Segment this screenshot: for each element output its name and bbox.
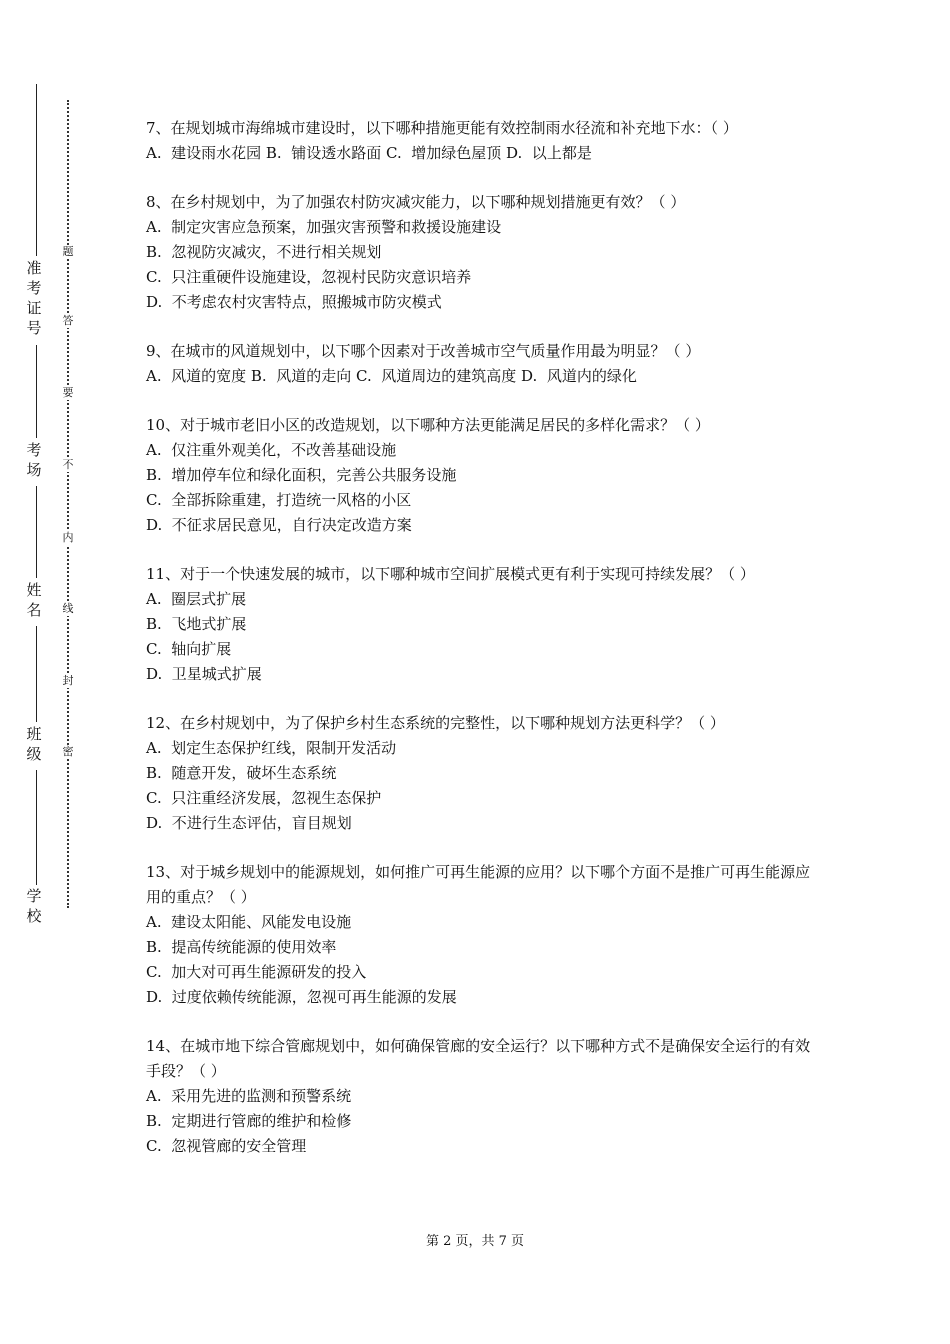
question-13 [146,860,816,1010]
question-text: 11、对于一个快速发展的城市，以下哪种城市空间扩展模式更有利于实现可持续发展？（ ） [146,565,755,583]
option-c: C. 只注重经济发展，忽视生态保护 [146,789,382,807]
question-text: 12、在乡村规划中，为了保护乡村生态系统的完整性，以下哪种规划方法更科学？（ ） [146,714,725,732]
seal-word: 内 [60,531,76,545]
seal-word: 封 [60,674,76,688]
option-b: B. 忽视防灾减灾，不进行相关规划 [146,243,382,261]
seal-dotted-line [67,100,69,908]
option-d: D. 不征求居民意见，自行决定改造方案 [146,516,412,534]
page-footer: 第 2 页，共 7 页 [425,1234,525,1249]
question-12 [146,711,816,836]
field-line [36,84,37,256]
school-label: 学校 [26,887,42,925]
field-line [36,626,37,722]
question-options: A. 风道的宽度 B. 风道的走向 C. 风道周边的建筑高度 D. 风道内的绿化 [146,367,637,385]
class-label: 班级 [26,725,42,763]
option-a: A. 划定生态保护红线，限制开发活动 [146,739,397,757]
name-label: 姓名 [26,581,42,619]
option-c: C. 全部拆除重建，打造统一风格的小区 [146,491,412,509]
seal-word: 密 [60,745,76,759]
exam-room-label: 考场 [26,441,42,479]
option-b: B. 提高传统能源的使用效率 [146,938,337,956]
seal-word: 要 [60,386,76,400]
admission-label: 准考证号 [26,259,42,337]
seal-word: 答 [60,314,76,328]
question-text: 7、在规划城市海绵城市建设时，以下哪种措施更能有效控制雨水径流和补充地下水：（ ） [146,119,738,137]
question-10 [146,413,816,538]
option-c: C. 忽视管廊的安全管理 [146,1137,307,1155]
option-a: A. 圈层式扩展 [146,590,247,608]
question-8 [146,190,816,315]
option-a: A. 建设太阳能、风能发电设施 [146,913,352,931]
option-d: D. 不进行生态评估，盲目规划 [146,814,352,832]
question-text: 14、在城市地下综合管廊规划中，如何确保管廊的安全运行？以下哪种方式不是确保安全运行的有效手段？（ ） [146,1037,811,1080]
option-a: A. 仅注重外观美化，不改善基础设施 [146,441,397,459]
question-11 [146,562,816,687]
question-options: A. 建设雨水花园 B. 铺设透水路面 C. 增加绿色屋顶 D. 以上都是 [146,144,592,162]
option-d: D. 不考虑农村灾害特点，照搬城市防灾模式 [146,293,442,311]
question-7 [146,116,816,166]
option-c: C. 轴向扩展 [146,640,232,658]
option-d: D. 过度依赖传统能源，忽视可再生能源的发展 [146,988,457,1006]
seal-word: 线 [60,602,76,616]
seal-word: 题 [60,245,76,259]
question-9 [146,339,816,389]
question-text: 8、在乡村规划中，为了加强农村防灾减灾能力，以下哪种规划措施更有效？（ ） [146,193,686,211]
question-list [146,116,816,1183]
question-text: 13、对于城乡规划中的能源规划，如何推广可再生能源的应用？以下哪个方面不是推广可再生能源应用的重点？（ ） [146,863,811,906]
option-c: C. 加大对可再生能源研发的投入 [146,963,367,981]
field-line [36,486,37,578]
option-d: D. 卫星城式扩展 [146,665,262,683]
question-text: 9、在城市的风道规划中，以下哪个因素对于改善城市空气质量作用最为明显？（ ） [146,342,701,360]
option-a: A. 制定灾害应急预案，加强灾害预警和救援设施建设 [146,218,502,236]
option-b: B. 飞地式扩展 [146,615,247,633]
seal-word: 不 [60,458,76,472]
option-c: C. 只注重硬件设施建设，忽视村民防灾意识培养 [146,268,472,286]
option-b: B. 随意开发，破坏生态系统 [146,764,337,782]
question-text: 10、对于城市老旧小区的改造规划，以下哪种方法更能满足居民的多样化需求？（ ） [146,416,710,434]
field-line [36,770,37,885]
option-b: B. 定期进行管廊的维护和检修 [146,1112,352,1130]
field-line [36,345,37,438]
option-b: B. 增加停车位和绿化面积，完善公共服务设施 [146,466,457,484]
binding-margin [0,0,120,1344]
question-14 [146,1034,816,1159]
option-a: A. 采用先进的监测和预警系统 [146,1087,352,1105]
